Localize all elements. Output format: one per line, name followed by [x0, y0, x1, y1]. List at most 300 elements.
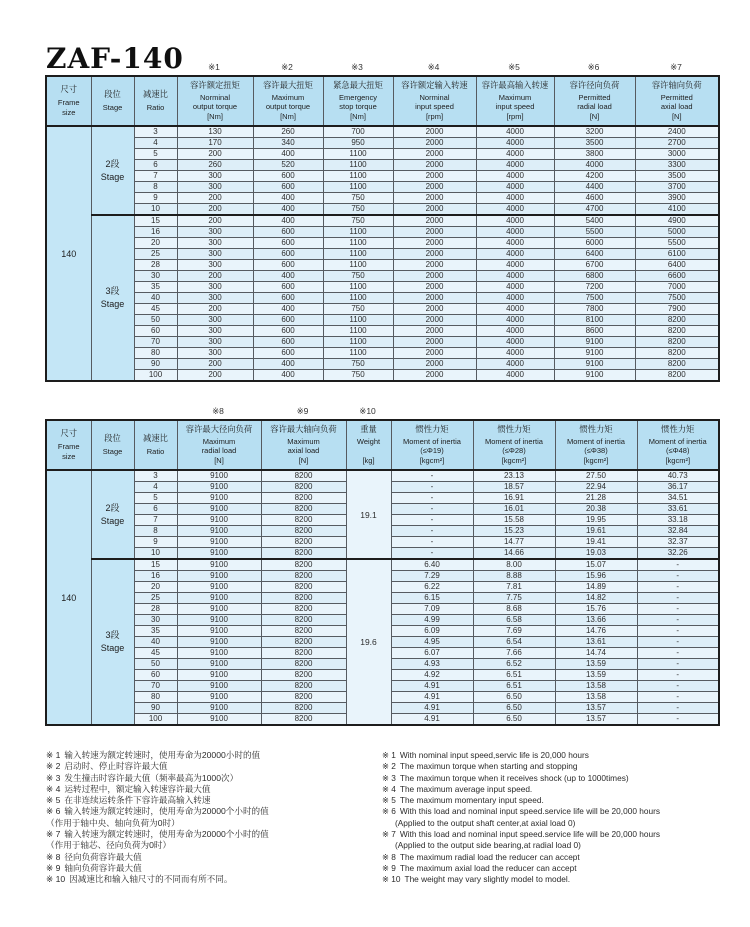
data-cell: 8100: [554, 315, 635, 326]
data-cell: 2000: [393, 238, 476, 249]
data-cell: 9100: [177, 648, 261, 659]
data-cell: 7200: [554, 282, 635, 293]
weight-cell: 19.6: [346, 559, 391, 725]
table-row: [46, 126, 719, 138]
data-cell: 2000: [393, 204, 476, 216]
data-cell: 9100: [177, 714, 261, 726]
footnote-text: With nominal input speed,servic life is 20,000 hours: [399, 750, 589, 760]
header-cell: 尺寸 Frame size: [46, 420, 91, 470]
data-cell: 2700: [635, 138, 719, 149]
data-cell: 260: [177, 160, 253, 171]
table-row: [46, 160, 719, 171]
data-cell: 9100: [177, 703, 261, 714]
footnote-line: [46, 863, 382, 874]
data-cell: 300: [177, 227, 253, 238]
header-cell: 容许最大扭矩 Maximum output torque [Nm]: [253, 76, 323, 126]
footnote-item: [46, 784, 382, 795]
data-cell: 300: [177, 171, 253, 182]
data-cell: 8200: [261, 659, 346, 670]
data-cell: 9100: [177, 681, 261, 692]
ratio-cell: 15: [134, 215, 177, 227]
footnotes-chinese: [46, 750, 382, 886]
data-cell: 8200: [261, 548, 346, 560]
data-cell: 2000: [393, 182, 476, 193]
footnote-text: With this load and nominal input speed.service life will be 20,000 hours: [399, 806, 660, 817]
footnote-item: [46, 761, 382, 772]
data-cell: 4000: [476, 160, 554, 171]
data-cell: 2000: [393, 149, 476, 160]
data-cell: 600: [253, 326, 323, 337]
ratio-cell: 6: [134, 504, 177, 515]
data-cell: 6.07: [391, 648, 473, 659]
data-cell: 200: [177, 215, 253, 227]
data-cell: -: [637, 559, 719, 571]
data-cell: 4000: [476, 282, 554, 293]
header-cell: 段位 Stage: [91, 420, 134, 470]
data-cell: 3500: [635, 171, 719, 182]
data-cell: 9100: [177, 659, 261, 670]
data-cell: 8200: [261, 692, 346, 703]
footnote-item: [382, 806, 722, 829]
footnote-marker: ※ 8: [46, 851, 61, 862]
data-cell: 4.91: [391, 703, 473, 714]
data-cell: 600: [253, 260, 323, 271]
ratio-cell: 35: [134, 282, 177, 293]
data-cell: -: [637, 648, 719, 659]
data-cell: 13.58: [555, 681, 637, 692]
data-cell: 600: [253, 348, 323, 359]
data-cell: -: [637, 681, 719, 692]
data-cell: 9100: [177, 670, 261, 681]
column-marker: [133, 73, 176, 75]
footnote-continuation: （作用于轴中央、轴向负荷为0时）: [46, 817, 180, 828]
header-cell: 减速比 Ratio: [134, 420, 177, 470]
data-cell: 300: [177, 260, 253, 271]
data-cell: 6.50: [473, 714, 555, 726]
data-cell: 5500: [554, 227, 635, 238]
data-cell: 6400: [635, 260, 719, 271]
ratio-cell: 100: [134, 714, 177, 726]
data-cell: -: [637, 692, 719, 703]
data-cell: -: [391, 504, 473, 515]
footnote-text: The maximum axial load the reducer can accept: [399, 862, 577, 873]
header-cell: 惯性力矩 Moment of inertia (≤Φ48) [kgcm²]: [637, 420, 719, 470]
footnote-line: [46, 761, 382, 772]
data-cell: 7000: [635, 282, 719, 293]
data-cell: 3200: [554, 126, 635, 138]
data-cell: 170: [177, 138, 253, 149]
data-cell: 8200: [261, 526, 346, 537]
footnote-text: 轴向负荷容许最大值: [64, 862, 142, 873]
data-cell: 2000: [393, 315, 476, 326]
header-cell: 容许最大径向负荷 Maximum radial load [N]: [177, 420, 261, 470]
header-cell: 惯性力矩 Moment of inertia (≤Φ19) [kgcm²]: [391, 420, 473, 470]
data-cell: 4100: [635, 204, 719, 216]
footnote-text: 在非连续运转条件下容许最高输入转速: [64, 795, 211, 806]
ratio-cell: 45: [134, 304, 177, 315]
ratio-cell: 8: [134, 526, 177, 537]
data-cell: 9100: [554, 337, 635, 348]
data-cell: 600: [253, 282, 323, 293]
data-cell: 8200: [261, 604, 346, 615]
data-cell: 9100: [177, 515, 261, 526]
column-marker: ※4: [427, 62, 440, 72]
data-cell: 2000: [393, 282, 476, 293]
ratio-cell: 15: [134, 559, 177, 571]
data-cell: 4000: [476, 315, 554, 326]
footnote-line: [382, 829, 722, 840]
data-cell: 36.17: [637, 482, 719, 493]
data-cell: 750: [323, 204, 393, 216]
data-cell: 8200: [261, 593, 346, 604]
data-cell: 6100: [635, 249, 719, 260]
header-row: [46, 76, 719, 126]
ratio-cell: 5: [134, 493, 177, 504]
data-cell: -: [391, 526, 473, 537]
footnote-line: [382, 806, 722, 817]
data-cell: 6800: [554, 271, 635, 282]
ratio-cell: 80: [134, 692, 177, 703]
column-marker: ※7: [670, 62, 682, 72]
data-cell: 4.91: [391, 714, 473, 726]
data-cell: 3300: [635, 160, 719, 171]
table-row: [46, 260, 719, 271]
data-cell: 19.61: [555, 526, 637, 537]
data-cell: 1100: [323, 315, 393, 326]
data-cell: -: [637, 703, 719, 714]
data-cell: 14.74: [555, 648, 637, 659]
data-cell: 4.91: [391, 681, 473, 692]
data-cell: 18.57: [473, 482, 555, 493]
data-cell: 34.51: [637, 493, 719, 504]
table-row: [46, 282, 719, 293]
data-cell: 8.00: [473, 559, 555, 571]
data-cell: 9100: [177, 615, 261, 626]
data-cell: 7900: [635, 304, 719, 315]
data-cell: 8200: [635, 348, 719, 359]
data-cell: 1100: [323, 182, 393, 193]
data-cell: 8600: [554, 326, 635, 337]
column-marker: ※3: [351, 62, 363, 72]
data-cell: 300: [177, 293, 253, 304]
data-cell: 2000: [393, 359, 476, 370]
data-cell: 1100: [323, 348, 393, 359]
data-cell: 400: [253, 304, 323, 315]
data-cell: 6.54: [473, 637, 555, 648]
footnote-text: 输入转速为额定转速时，使用寿命为20000个小时的值: [64, 806, 269, 817]
data-cell: 9100: [177, 559, 261, 571]
data-cell: 1100: [323, 149, 393, 160]
table-row: [46, 182, 719, 193]
data-cell: 200: [177, 149, 253, 160]
data-cell: 7.81: [473, 582, 555, 593]
data-cell: 1100: [323, 171, 393, 182]
data-cell: 9100: [177, 470, 261, 482]
ratio-cell: 40: [134, 293, 177, 304]
table-row: [46, 249, 719, 260]
data-cell: 5000: [635, 227, 719, 238]
data-cell: 2000: [393, 215, 476, 227]
data-cell: 4.92: [391, 670, 473, 681]
data-cell: 3500: [554, 138, 635, 149]
ratio-cell: 4: [134, 482, 177, 493]
footnote-line: [46, 852, 382, 863]
table-row: [46, 227, 719, 238]
data-cell: 6.15: [391, 593, 473, 604]
footnote-marker: ※ 6: [46, 806, 61, 817]
data-cell: 8200: [261, 714, 346, 726]
data-cell: -: [637, 582, 719, 593]
data-cell: 9100: [177, 626, 261, 637]
data-cell: 4000: [476, 227, 554, 238]
data-cell: 400: [253, 370, 323, 382]
data-cell: 200: [177, 304, 253, 315]
data-cell: 6400: [554, 249, 635, 260]
footnote-item: [382, 784, 722, 795]
data-cell: 9100: [177, 593, 261, 604]
data-cell: 4.91: [391, 692, 473, 703]
data-cell: 13.59: [555, 659, 637, 670]
footnote-continuation: (Applied to the output shaft center,at axial load 0): [395, 817, 576, 828]
data-cell: 750: [323, 304, 393, 315]
data-cell: 2400: [635, 126, 719, 138]
data-cell: 6700: [554, 260, 635, 271]
header-row: [46, 420, 719, 470]
ratio-cell: 9: [134, 193, 177, 204]
header-cell: 容许轴向负荷 Permitted axial load [N]: [635, 76, 719, 126]
data-cell: 300: [177, 182, 253, 193]
data-cell: 2000: [393, 138, 476, 149]
data-cell: 15.76: [555, 604, 637, 615]
footnote-line: [382, 750, 722, 761]
column-marker: ※9: [296, 406, 309, 416]
data-cell: 3700: [635, 182, 719, 193]
data-cell: 4700: [554, 204, 635, 216]
column-markers-row: [45, 60, 719, 75]
ratio-cell: 20: [134, 238, 177, 249]
stage-cell: 3段 Stage: [91, 215, 134, 381]
data-cell: 8200: [261, 615, 346, 626]
table-row: [46, 348, 719, 359]
data-cell: 8200: [635, 337, 719, 348]
data-cell: 19.03: [555, 548, 637, 560]
data-cell: 300: [177, 326, 253, 337]
data-cell: 16.91: [473, 493, 555, 504]
data-cell: 15.58: [473, 515, 555, 526]
table-row: [46, 238, 719, 249]
data-cell: 14.82: [555, 593, 637, 604]
data-cell: 8200: [261, 537, 346, 548]
footnote-line: [46, 795, 382, 806]
footnote-line: [382, 773, 722, 784]
column-marker: [472, 417, 554, 419]
footnote-marker: ※ 4: [46, 783, 61, 794]
data-cell: 8200: [261, 515, 346, 526]
data-cell: 9100: [554, 348, 635, 359]
data-cell: 2000: [393, 326, 476, 337]
data-cell: 9100: [554, 359, 635, 370]
data-cell: 260: [253, 126, 323, 138]
footnote-marker: ※ 8: [382, 851, 396, 862]
data-cell: 8200: [261, 559, 346, 571]
data-cell: 5500: [635, 238, 719, 249]
data-cell: -: [637, 571, 719, 582]
data-cell: 950: [323, 138, 393, 149]
data-cell: 13.58: [555, 692, 637, 703]
footnote-item: [382, 773, 722, 784]
footnote-text: 因减速比和输入轴尺寸的不同而有所不同。: [69, 874, 233, 885]
footnote-item: [382, 829, 722, 852]
footnote-item: [46, 773, 382, 784]
data-cell: 4000: [476, 370, 554, 382]
footnote-marker: ※ 1: [382, 750, 396, 760]
data-cell: 2000: [393, 126, 476, 138]
table-row: [46, 470, 719, 482]
data-cell: 8200: [261, 582, 346, 593]
header-cell: 紧急最大扭矩 Emergency stop torque [Nm]: [323, 76, 393, 126]
data-cell: 4900: [635, 215, 719, 227]
header-cell: 惯性力矩 Moment of inertia (≤Φ38) [kgcm²]: [555, 420, 637, 470]
data-cell: 4000: [476, 149, 554, 160]
data-cell: 8200: [261, 504, 346, 515]
ratio-cell: 10: [134, 548, 177, 560]
footnote-item: [382, 750, 722, 761]
data-cell: 9100: [177, 504, 261, 515]
footnote-line: [382, 874, 722, 885]
column-marker: ※6: [587, 62, 600, 72]
data-cell: 8.88: [473, 571, 555, 582]
data-cell: 6.50: [473, 692, 555, 703]
data-cell: 750: [323, 359, 393, 370]
footnote-marker: ※ 6: [382, 806, 396, 817]
data-cell: 300: [177, 238, 253, 249]
data-cell: 7.75: [473, 593, 555, 604]
data-cell: 4.93: [391, 659, 473, 670]
data-cell: 6.52: [473, 659, 555, 670]
data-cell: 16.01: [473, 504, 555, 515]
footnote-marker: ※ 5: [382, 795, 396, 806]
data-cell: 340: [253, 138, 323, 149]
footnotes-english: [382, 750, 722, 886]
data-cell: 2000: [393, 304, 476, 315]
footnote-text: With this load and nominal input speed.service life will be 20,000 hours: [399, 829, 660, 840]
column-marker: ※1: [208, 62, 220, 72]
stage-cell: 2段 Stage: [91, 126, 134, 215]
footnote-item: [46, 806, 382, 829]
ratio-cell: 4: [134, 138, 177, 149]
footnote-text: 启动时、停止时容许最大值: [64, 761, 168, 772]
data-cell: 4000: [476, 326, 554, 337]
data-cell: 8.68: [473, 604, 555, 615]
ratio-cell: 3: [134, 470, 177, 482]
footnote-item: [46, 874, 382, 885]
footnote-text: 输入转速为额定转速时，使用寿命为20000小时的值: [64, 750, 261, 760]
ratio-cell: 90: [134, 703, 177, 714]
data-cell: 6000: [554, 238, 635, 249]
data-cell: 6.40: [391, 559, 473, 571]
column-marker: [554, 417, 636, 419]
footnote-item: [46, 795, 382, 806]
data-cell: 3000: [635, 149, 719, 160]
ratio-cell: 3: [134, 126, 177, 138]
data-cell: 300: [177, 282, 253, 293]
data-cell: 27.50: [555, 470, 637, 482]
data-cell: 520: [253, 160, 323, 171]
footnote-item: [382, 874, 722, 885]
data-cell: -: [391, 493, 473, 504]
data-cell: 33.61: [637, 504, 719, 515]
page-title: ZAF-140: [46, 42, 184, 75]
data-cell: 4000: [476, 271, 554, 282]
data-cell: 8200: [635, 370, 719, 382]
data-cell: 9100: [177, 692, 261, 703]
data-cell: 13.61: [555, 637, 637, 648]
data-cell: 13.57: [555, 703, 637, 714]
column-marker: [90, 417, 133, 419]
data-cell: 13.66: [555, 615, 637, 626]
footnotes: [46, 750, 722, 886]
data-cell: 200: [177, 271, 253, 282]
footnote-marker: ※ 2: [46, 761, 61, 772]
data-cell: 4400: [554, 182, 635, 193]
table-row: [46, 337, 719, 348]
data-cell: 19.95: [555, 515, 637, 526]
data-cell: 600: [253, 227, 323, 238]
footnote-item: [382, 863, 722, 874]
column-marker: [90, 73, 133, 75]
footnote-line: [382, 863, 722, 874]
data-cell: 8200: [261, 493, 346, 504]
data-cell: 4000: [476, 249, 554, 260]
footnote-text: 发生撞击时容许最大值（频率最高为1000次）: [64, 772, 239, 783]
data-cell: 8200: [261, 626, 346, 637]
footnote-marker: ※ 10: [46, 874, 66, 885]
ratio-cell: 70: [134, 337, 177, 348]
footnote-marker: ※ 3: [46, 772, 61, 783]
data-cell: 600: [253, 315, 323, 326]
table-row: [46, 559, 719, 571]
header-cell: 容许最高输入转速 Maximum input speed [rpm]: [476, 76, 554, 126]
data-cell: 23.13: [473, 470, 555, 482]
footnote-marker: ※ 3: [382, 772, 396, 783]
data-cell: 6600: [635, 271, 719, 282]
data-cell: 8200: [261, 703, 346, 714]
data-cell: 4000: [476, 171, 554, 182]
data-cell: 22.94: [555, 482, 637, 493]
data-cell: 1100: [323, 249, 393, 260]
data-cell: 400: [253, 271, 323, 282]
data-cell: 9100: [177, 637, 261, 648]
data-cell: 1100: [323, 238, 393, 249]
data-cell: 2000: [393, 348, 476, 359]
ratio-cell: 16: [134, 571, 177, 582]
column-marker: [636, 417, 718, 419]
data-cell: -: [391, 482, 473, 493]
data-cell: 2000: [393, 293, 476, 304]
ratio-cell: 60: [134, 326, 177, 337]
table-row: [46, 149, 719, 160]
data-cell: 14.89: [555, 582, 637, 593]
header-cell: 容许额定扭矩 Norminal output torque [Nm]: [177, 76, 253, 126]
data-cell: 750: [323, 370, 393, 382]
ratio-cell: 25: [134, 593, 177, 604]
data-cell: 7500: [554, 293, 635, 304]
data-cell: 300: [177, 315, 253, 326]
data-cell: 4000: [476, 193, 554, 204]
data-cell: 4000: [476, 138, 554, 149]
ratio-cell: 100: [134, 370, 177, 382]
data-cell: -: [637, 626, 719, 637]
